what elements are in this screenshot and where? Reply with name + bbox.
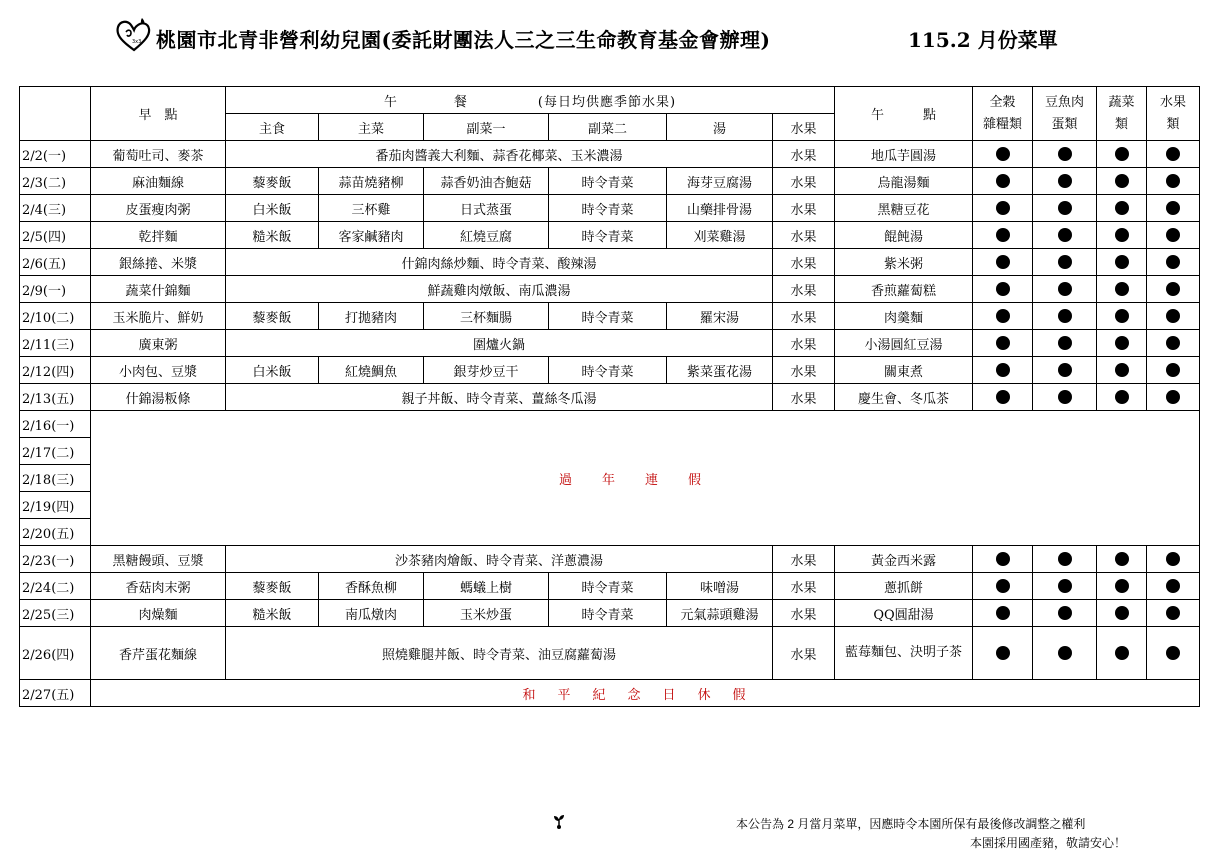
- fruit-cell: 水果: [773, 600, 835, 627]
- menu-row: [20, 627, 1200, 680]
- page-title: 桃園市北青非營利幼兒園(委託財團法人三之三生命教育基金會辦理): [156, 28, 771, 52]
- check-grain: [973, 141, 1033, 168]
- soup-cell: 海芽豆腐湯: [667, 168, 773, 195]
- breakfast-cell: 皮蛋瘦肉粥: [91, 195, 226, 222]
- filled-dot-icon: [1115, 336, 1129, 350]
- check-bean: [1033, 600, 1097, 627]
- menu-month: 115.2 月份菜單: [908, 28, 1058, 52]
- page-header: [0, 14, 1209, 54]
- svg-text:3x3: 3x3: [132, 39, 142, 45]
- check-grain: [973, 357, 1033, 384]
- header-bean: 豆魚肉 蛋類: [1033, 87, 1097, 141]
- footer-pork-notice: 本園採用國產豬，敬請安心！: [970, 836, 1127, 850]
- check-veg: [1097, 249, 1147, 276]
- main-dish-cell: 打拋豬肉: [319, 303, 424, 330]
- filled-dot-icon: [1166, 174, 1180, 188]
- fruit-cell: 水果: [773, 546, 835, 573]
- filled-dot-icon: [1058, 390, 1072, 404]
- header-lunch: 午 餐 (每日均供應季節水果): [226, 87, 835, 114]
- menu-row: [20, 303, 1200, 330]
- check-grain: [973, 573, 1033, 600]
- filled-dot-icon: [1115, 228, 1129, 242]
- lunch-combined-cell: 什錦肉絲炒麵、時令青菜、酸辣湯: [226, 249, 773, 276]
- header-corner: [20, 87, 91, 141]
- check-bean: [1033, 168, 1097, 195]
- filled-dot-icon: [996, 282, 1010, 296]
- menu-table: [19, 86, 1200, 707]
- main-dish-cell: 紅燒鯛魚: [319, 357, 424, 384]
- check-veg: [1097, 303, 1147, 330]
- date-cell: 2/11(三): [20, 330, 91, 357]
- fruit-cell: 水果: [773, 573, 835, 600]
- main-dish-cell: 南瓜燉肉: [319, 600, 424, 627]
- check-fruit: [1147, 249, 1200, 276]
- menu-row: [20, 546, 1200, 573]
- filled-dot-icon: [1166, 255, 1180, 269]
- soup-cell: 紫菜蛋花湯: [667, 357, 773, 384]
- subheader-side2: 副菜二: [549, 114, 667, 141]
- breakfast-cell: 什錦湯粄條: [91, 384, 226, 411]
- check-veg: [1097, 573, 1147, 600]
- menu-row: [20, 330, 1200, 357]
- subheader-side1: 副菜一: [424, 114, 549, 141]
- filled-dot-icon: [1115, 174, 1129, 188]
- date-cell: 2/9(一): [20, 276, 91, 303]
- filled-dot-icon: [1115, 147, 1129, 161]
- fruit-cell: 水果: [773, 627, 835, 680]
- filled-dot-icon: [1115, 282, 1129, 296]
- check-fruit: [1147, 168, 1200, 195]
- header-grain: 全穀 雜糧類: [973, 87, 1033, 141]
- fruit-cell: 水果: [773, 384, 835, 411]
- afternoon-snack-cell: 肉羹麵: [835, 303, 973, 330]
- breakfast-cell: 香菇肉末粥: [91, 573, 226, 600]
- breakfast-cell: 黑糖饅頭、豆漿: [91, 546, 226, 573]
- side-dish-1-cell: 銀芽炒豆干: [424, 357, 549, 384]
- side-dish-1-cell: 紅燒豆腐: [424, 222, 549, 249]
- check-veg: [1097, 600, 1147, 627]
- filled-dot-icon: [1115, 201, 1129, 215]
- check-veg: [1097, 168, 1147, 195]
- filled-dot-icon: [1166, 579, 1180, 593]
- check-grain: [973, 168, 1033, 195]
- filled-dot-icon: [996, 606, 1010, 620]
- afternoon-snack-cell: 藍莓麵包、決明子茶: [835, 627, 973, 680]
- breakfast-cell: 小肉包、豆漿: [91, 357, 226, 384]
- filled-dot-icon: [1115, 606, 1129, 620]
- check-fruit: [1147, 573, 1200, 600]
- check-grain: [973, 195, 1033, 222]
- lunch-combined-cell: 沙茶豬肉燴飯、時令青菜、洋蔥濃湯: [226, 546, 773, 573]
- check-fruit: [1147, 627, 1200, 680]
- header-fruit-type: 水果 類: [1147, 87, 1200, 141]
- menu-row: [20, 600, 1200, 627]
- filled-dot-icon: [1058, 552, 1072, 566]
- filled-dot-icon: [1166, 552, 1180, 566]
- fruit-cell: 水果: [773, 276, 835, 303]
- staple-cell: 糙米飯: [226, 222, 319, 249]
- check-fruit: [1147, 330, 1200, 357]
- check-bean: [1033, 330, 1097, 357]
- date-cell: 2/27(五): [20, 680, 91, 707]
- side-dish-2-cell: 時令青菜: [549, 573, 667, 600]
- menu-row: [20, 384, 1200, 411]
- check-veg: [1097, 195, 1147, 222]
- check-grain: [973, 384, 1033, 411]
- date-cell: 2/25(三): [20, 600, 91, 627]
- fruit-cell: 水果: [773, 195, 835, 222]
- check-fruit: [1147, 384, 1200, 411]
- check-bean: [1033, 357, 1097, 384]
- filled-dot-icon: [1115, 390, 1129, 404]
- menu-row: [20, 249, 1200, 276]
- lunch-combined-cell: 鮮蔬雞肉燉飯、南瓜濃湯: [226, 276, 773, 303]
- side-dish-2-cell: 時令青菜: [549, 600, 667, 627]
- side-dish-2-cell: 時令青菜: [549, 195, 667, 222]
- check-grain: [973, 600, 1033, 627]
- filled-dot-icon: [1058, 309, 1072, 323]
- fruit-cell: 水果: [773, 249, 835, 276]
- filled-dot-icon: [1166, 363, 1180, 377]
- side-dish-1-cell: 螞蟻上樹: [424, 573, 549, 600]
- menu-row: [20, 141, 1200, 168]
- afternoon-snack-cell: 黑糖豆花: [835, 195, 973, 222]
- check-bean: [1033, 141, 1097, 168]
- filled-dot-icon: [1058, 282, 1072, 296]
- holiday-row: [20, 680, 1200, 707]
- date-cell: 2/3(二): [20, 168, 91, 195]
- check-grain: [973, 222, 1033, 249]
- menu-row: [20, 573, 1200, 600]
- main-dish-cell: 蒜苗燒豬柳: [319, 168, 424, 195]
- check-bean: [1033, 384, 1097, 411]
- side-dish-2-cell: 時令青菜: [549, 357, 667, 384]
- footer-notice: 本公告為 2 月當月菜單，因應時令本園所保有最後修改調整之權利: [736, 817, 1086, 831]
- breakfast-cell: 葡萄吐司、麥茶: [91, 141, 226, 168]
- check-grain: [973, 303, 1033, 330]
- date-cell: 2/24(二): [20, 573, 91, 600]
- main-dish-cell: 三杯雞: [319, 195, 424, 222]
- lunch-combined-cell: 圍爐火鍋: [226, 330, 773, 357]
- filled-dot-icon: [1058, 646, 1072, 660]
- filled-dot-icon: [996, 646, 1010, 660]
- check-veg: [1097, 357, 1147, 384]
- filled-dot-icon: [996, 255, 1010, 269]
- check-veg: [1097, 627, 1147, 680]
- staple-cell: 白米飯: [226, 195, 319, 222]
- holiday-row: [20, 411, 1200, 438]
- afternoon-snack-cell: 餛飩湯: [835, 222, 973, 249]
- check-bean: [1033, 546, 1097, 573]
- check-fruit: [1147, 276, 1200, 303]
- check-veg: [1097, 222, 1147, 249]
- filled-dot-icon: [1058, 579, 1072, 593]
- filled-dot-icon: [996, 228, 1010, 242]
- check-fruit: [1147, 303, 1200, 330]
- check-bean: [1033, 627, 1097, 680]
- afternoon-snack-cell: 蔥抓餅: [835, 573, 973, 600]
- check-grain: [973, 330, 1033, 357]
- side-dish-1-cell: 玉米炒蛋: [424, 600, 549, 627]
- filled-dot-icon: [996, 147, 1010, 161]
- check-grain: [973, 546, 1033, 573]
- date-cell: 2/16(一): [20, 411, 91, 438]
- filled-dot-icon: [1166, 646, 1180, 660]
- soup-cell: 山藥排骨湯: [667, 195, 773, 222]
- breakfast-cell: 蔬菜什錦麵: [91, 276, 226, 303]
- afternoon-snack-cell: 關東煮: [835, 357, 973, 384]
- soup-cell: 味噌湯: [667, 573, 773, 600]
- afternoon-snack-cell: 紫米粥: [835, 249, 973, 276]
- afternoon-snack-cell: QQ圓甜湯: [835, 600, 973, 627]
- breakfast-cell: 乾拌麵: [91, 222, 226, 249]
- breakfast-cell: 銀絲捲、米漿: [91, 249, 226, 276]
- check-veg: [1097, 330, 1147, 357]
- breakfast-cell: 香芹蛋花麵線: [91, 627, 226, 680]
- staple-cell: 藜麥飯: [226, 168, 319, 195]
- date-cell: 2/12(四): [20, 357, 91, 384]
- date-cell: 2/2(一): [20, 141, 91, 168]
- filled-dot-icon: [1166, 336, 1180, 350]
- peace-memorial-holiday-notice: 和平紀念日休假: [91, 680, 1200, 707]
- fruit-cell: 水果: [773, 357, 835, 384]
- filled-dot-icon: [1166, 147, 1180, 161]
- check-veg: [1097, 384, 1147, 411]
- breakfast-cell: 玉米脆片、鮮奶: [91, 303, 226, 330]
- lunch-combined-cell: 番茄肉醬義大利麵、蒜香花椰菜、玉米濃湯: [226, 141, 773, 168]
- check-bean: [1033, 276, 1097, 303]
- check-bean: [1033, 573, 1097, 600]
- lunch-combined-cell: 親子丼飯、時令青菜、薑絲冬瓜湯: [226, 384, 773, 411]
- filled-dot-icon: [1058, 174, 1072, 188]
- subheader-soup: 湯: [667, 114, 773, 141]
- filled-dot-icon: [996, 363, 1010, 377]
- staple-cell: 白米飯: [226, 357, 319, 384]
- check-veg: [1097, 276, 1147, 303]
- afternoon-snack-cell: 小湯圓紅豆湯: [835, 330, 973, 357]
- side-dish-1-cell: 蒜香奶油杏鮑菇: [424, 168, 549, 195]
- menu-row: [20, 357, 1200, 384]
- afternoon-snack-cell: 香煎蘿蔔糕: [835, 276, 973, 303]
- fruit-cell: 水果: [773, 222, 835, 249]
- filled-dot-icon: [1166, 606, 1180, 620]
- filled-dot-icon: [1166, 390, 1180, 404]
- date-cell: 2/4(三): [20, 195, 91, 222]
- filled-dot-icon: [1166, 282, 1180, 296]
- check-fruit: [1147, 141, 1200, 168]
- afternoon-snack-cell: 慶生會、冬瓜茶: [835, 384, 973, 411]
- menu-row: [20, 195, 1200, 222]
- soup-cell: 刈菜雞湯: [667, 222, 773, 249]
- filled-dot-icon: [1166, 228, 1180, 242]
- check-fruit: [1147, 357, 1200, 384]
- check-bean: [1033, 222, 1097, 249]
- check-fruit: [1147, 600, 1200, 627]
- check-bean: [1033, 303, 1097, 330]
- filled-dot-icon: [1115, 552, 1129, 566]
- filled-dot-icon: [1166, 309, 1180, 323]
- side-dish-1-cell: 日式蒸蛋: [424, 195, 549, 222]
- filled-dot-icon: [996, 390, 1010, 404]
- fruit-cell: 水果: [773, 303, 835, 330]
- soup-cell: 羅宋湯: [667, 303, 773, 330]
- filled-dot-icon: [1115, 309, 1129, 323]
- filled-dot-icon: [1115, 255, 1129, 269]
- header-breakfast: 早 點: [91, 87, 226, 141]
- afternoon-snack-cell: 地瓜芋圓湯: [835, 141, 973, 168]
- filled-dot-icon: [1058, 147, 1072, 161]
- filled-dot-icon: [1115, 363, 1129, 377]
- date-cell: 2/13(五): [20, 384, 91, 411]
- date-cell: 2/19(四): [20, 492, 91, 519]
- side-dish-1-cell: 三杯麵腸: [424, 303, 549, 330]
- filled-dot-icon: [1058, 201, 1072, 215]
- subheader-fruit: 水果: [773, 114, 835, 141]
- breakfast-cell: 肉燥麵: [91, 600, 226, 627]
- subheader-main: 主菜: [319, 114, 424, 141]
- filled-dot-icon: [996, 336, 1010, 350]
- filled-dot-icon: [996, 174, 1010, 188]
- check-veg: [1097, 546, 1147, 573]
- breakfast-cell: 廣東粥: [91, 330, 226, 357]
- filled-dot-icon: [1058, 228, 1072, 242]
- filled-dot-icon: [996, 579, 1010, 593]
- filled-dot-icon: [1058, 606, 1072, 620]
- header-veg: 蔬菜 類: [1097, 87, 1147, 141]
- date-cell: 2/23(一): [20, 546, 91, 573]
- filled-dot-icon: [1058, 255, 1072, 269]
- check-fruit: [1147, 546, 1200, 573]
- side-dish-2-cell: 時令青菜: [549, 222, 667, 249]
- menu-row: [20, 222, 1200, 249]
- menu-row: [20, 168, 1200, 195]
- afternoon-snack-cell: 黃金西米露: [835, 546, 973, 573]
- sprout-icon: [552, 813, 566, 829]
- heart-hand-logo-icon: [112, 14, 156, 54]
- staple-cell: 藜麥飯: [226, 303, 319, 330]
- filled-dot-icon: [996, 201, 1010, 215]
- check-bean: [1033, 249, 1097, 276]
- filled-dot-icon: [1166, 201, 1180, 215]
- filled-dot-icon: [1115, 646, 1129, 660]
- soup-cell: 元氣蒜頭雞湯: [667, 600, 773, 627]
- check-veg: [1097, 141, 1147, 168]
- fruit-cell: 水果: [773, 141, 835, 168]
- subheader-staple: 主食: [226, 114, 319, 141]
- date-cell: 2/20(五): [20, 519, 91, 546]
- check-fruit: [1147, 195, 1200, 222]
- staple-cell: 糙米飯: [226, 600, 319, 627]
- filled-dot-icon: [1058, 336, 1072, 350]
- fruit-cell: 水果: [773, 168, 835, 195]
- date-cell: 2/5(四): [20, 222, 91, 249]
- staple-cell: 藜麥飯: [226, 573, 319, 600]
- date-cell: 2/6(五): [20, 249, 91, 276]
- menu-row: [20, 276, 1200, 303]
- breakfast-cell: 麻油麵線: [91, 168, 226, 195]
- main-dish-cell: 客家鹹豬肉: [319, 222, 424, 249]
- side-dish-2-cell: 時令青菜: [549, 168, 667, 195]
- check-bean: [1033, 195, 1097, 222]
- main-dish-cell: 香酥魚柳: [319, 573, 424, 600]
- date-cell: 2/10(二): [20, 303, 91, 330]
- header-afternoon-snack: 午 點: [835, 87, 973, 141]
- date-cell: 2/17(二): [20, 438, 91, 465]
- filled-dot-icon: [1115, 579, 1129, 593]
- lunch-combined-cell: 照燒雞腿丼飯、時令青菜、油豆腐蘿蔔湯: [226, 627, 773, 680]
- filled-dot-icon: [1058, 363, 1072, 377]
- date-cell: 2/18(三): [20, 465, 91, 492]
- check-grain: [973, 249, 1033, 276]
- check-grain: [973, 276, 1033, 303]
- filled-dot-icon: [996, 552, 1010, 566]
- holiday-notice: 過年連假: [91, 411, 1200, 546]
- check-fruit: [1147, 222, 1200, 249]
- check-grain: [973, 627, 1033, 680]
- date-cell: 2/26(四): [20, 627, 91, 680]
- side-dish-2-cell: 時令青菜: [549, 303, 667, 330]
- afternoon-snack-cell: 烏龍湯麵: [835, 168, 973, 195]
- filled-dot-icon: [996, 309, 1010, 323]
- fruit-cell: 水果: [773, 330, 835, 357]
